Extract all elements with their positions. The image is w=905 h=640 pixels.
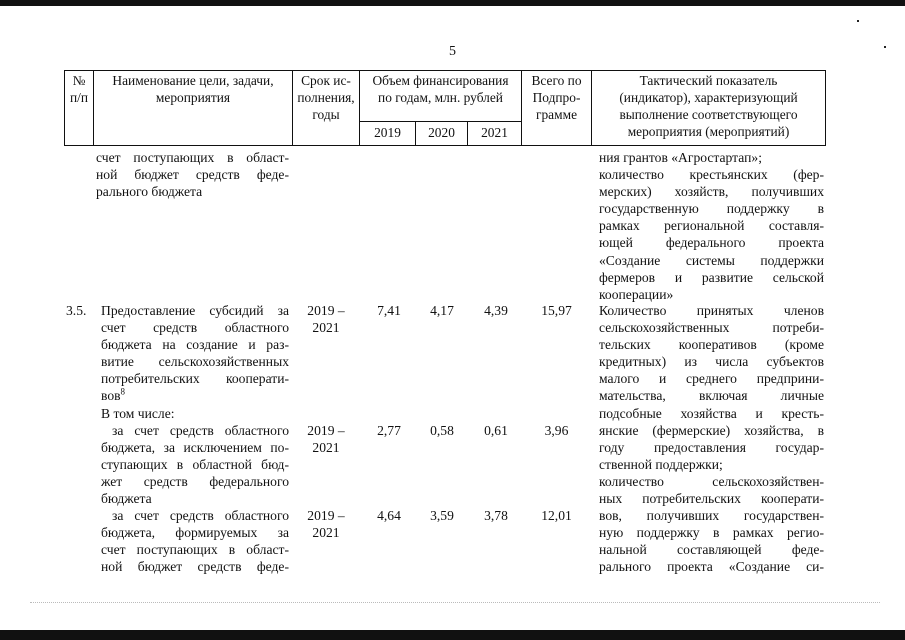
header-name: Наименование цели, задачи, мероприятия	[112, 73, 274, 105]
continued-indicator: ния грантов «Агростартап»; количество крестьянских (фер- мерских) хозяйств, получивших государственную поддержку в рамках региональной составля- ющей федерального проекта «Создание системы поддержки фермеров и развитие сельской кооперации»	[599, 150, 824, 302]
row-3-5-2019: 7,41	[377, 303, 401, 318]
page-number: 5	[449, 44, 456, 59]
header-funding: Объем финансирования по годам, млн. рублей	[372, 73, 509, 105]
sub-b-2021: 3,78	[484, 508, 508, 523]
header-term: Срок ис- полнения, годы	[297, 73, 355, 122]
header-year-2020: 2020	[428, 125, 455, 140]
header-bottom-rule	[64, 145, 826, 146]
header-total: Всего по Подпро- грамме	[531, 73, 582, 122]
sub-a-total: 3,96	[544, 423, 569, 438]
sub-a-name: за счет средств областного бюджета, за исключением по- ступающих в областной бюд- жет средств федерального бюджета	[101, 423, 289, 507]
scan-top-edge	[0, 0, 905, 6]
scan-dotted-line	[30, 602, 880, 604]
row-3-5-name: Предоставление субсидий за счет средств областного бюджета на создание и раз- витие сельскохозяйственных потребительских кооперати- вов$^8$	[101, 303, 289, 404]
scan-speck	[857, 20, 859, 22]
sub-a-term: 2019 – 2021	[307, 423, 345, 456]
sub-b-2019: 4,64	[377, 508, 401, 523]
sub-a-2021: 0,61	[484, 423, 508, 438]
sub-b-term: 2019 – 2021	[307, 508, 345, 541]
header-year-2019: 2019	[374, 125, 401, 140]
sub-a-2020: 0,58	[430, 423, 454, 438]
including-label: В том числе:	[101, 406, 175, 421]
row-3-5-term: 2019 – 2021	[307, 303, 345, 336]
row-3-5-2021: 4,39	[484, 303, 508, 318]
scan-bottom-edge	[0, 630, 905, 640]
row-num-3-5: 3.5.	[66, 303, 87, 318]
col-line	[825, 70, 826, 146]
header-num: № п/п	[69, 73, 89, 105]
row-3-5-total: 15,97	[541, 303, 572, 318]
table-header	[64, 70, 826, 146]
row-3-5-2020: 4,17	[430, 303, 454, 318]
header-year-2021: 2021	[481, 125, 508, 140]
sub-b-name: за счет средств областного бюджета, формируемых за счет поступающих в област- ной бюджет средств феде-	[101, 508, 289, 575]
sub-b-2020: 3,59	[430, 508, 454, 523]
header-top-rule	[64, 70, 826, 71]
footnote-mark: 8	[120, 386, 126, 397]
sub-b-total: 12,01	[541, 508, 572, 523]
row-3-5-indicator: Количество принятых членов сельскохозяйственных потреби- тельских кооперативов (кроме кредитных) из числа субъектов малого и среднего предприни- мательства, включая личные подсобные хозяйства и кресть- янские (фермерские) хозяйства, в году предоставления государ- ственной поддержки; количество сельскохозяйствен- ных потребительских кооперати- вов, получивших государствен- ную поддержку в рамках регио- нальной составляющей феде- рального проекта «Создание си-	[599, 303, 824, 575]
sub-a-2019: 2,77	[377, 423, 401, 438]
header-indicator: Тактический показатель (индикатор), характеризующий выполнение соответствующего мероприятия (мероприятий)	[619, 73, 798, 139]
years-rule	[359, 121, 521, 122]
continued-name: счет поступающих в област- ной бюджет средств феде- рального бюджета	[96, 150, 289, 200]
